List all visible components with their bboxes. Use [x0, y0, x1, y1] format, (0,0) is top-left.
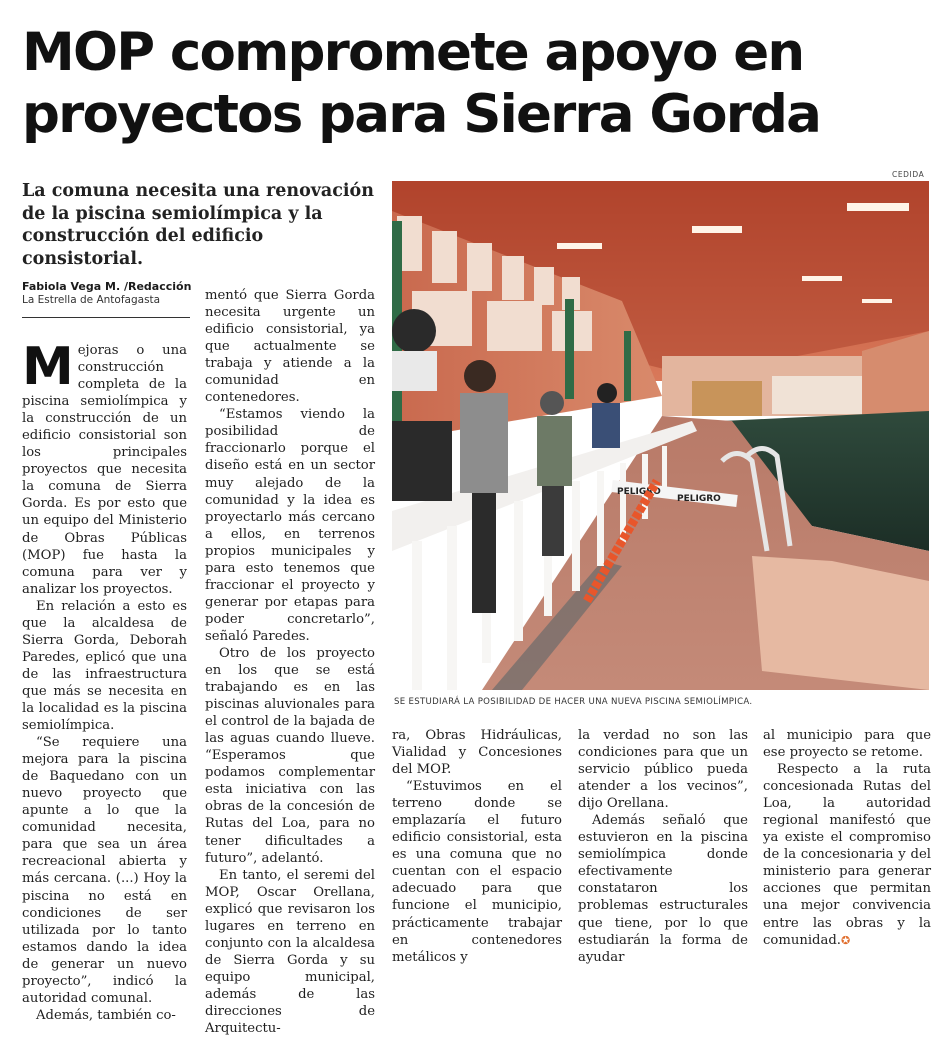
article-column-4	[578, 727, 748, 966]
headline-line-1: MOP compromete apoyo en	[22, 22, 804, 83]
drop-cap: M	[22, 337, 74, 397]
article-paragraph: Mejoras o una construcción completa de la piscina semiolímpica y la construcción de un edificio consistorial son los principales proyectos que necesita la comuna de Sierra Gorda. Es por esto que un equipo del Ministerio de Obras Públicas (MOP) fue hasta la comuna para ver y analizar los proyectos.	[22, 337, 187, 597]
danger-tape-text: PELIGRO	[617, 487, 661, 497]
subheadline: La comuna necesita una renovación de la piscina semiolímpica y la construcción del edificio consistorial.	[22, 181, 374, 269]
ceiling-light	[692, 226, 742, 233]
article-paragraph: Además señaló que estuvieron en la piscina semiolímpica donde efectivamente constataron los problemas estructurales que tiene, por lo que estudiarán la forma de ayudar	[578, 813, 748, 965]
article-paragraph: En tanto, el seremi del MOP, Oscar Orellana, explicó que revisaron los lugares en terreno en conjunto con la alcaldesa de Sierra Gorda y su equipo municipal, además de las direcciones de Arquitectu-	[205, 867, 375, 1037]
headline	[22, 22, 922, 146]
photo-credit: CEDIDA	[892, 170, 925, 179]
article-column-1	[22, 337, 187, 1024]
end-mark-icon: ✪	[840, 933, 851, 947]
byline	[22, 280, 192, 307]
danger-tape-text: PELIGRO	[677, 494, 721, 504]
article-paragraph: “Se requiere una mejora para la piscina de Baquedano con un nuevo proyecto que apunte a lo que la comunidad necesita, para que sea un área recreacional abierta y más cercana. (...) Hoy la piscina no está en condiciones de ser utilizada por lo tanto estamos dando la idea de generar un nuevo proyecto”, indicó la autoridad comunal.	[22, 735, 187, 1006]
article-column-2	[205, 287, 375, 1037]
byline-outlet: La Estrella de Antofagasta	[22, 294, 161, 306]
article-paragraph: “Estuvimos en el terreno donde se emplazaría el futuro edificio consistorial, esta es una comuna que no cuentan con el espacio adecuado para que funcione el municipio, prácticamente trabajar en contenedores metálicos y	[392, 779, 562, 965]
person-figure	[460, 360, 508, 613]
article-paragraph: En relación a esto es que la alcaldesa de Sierra Gorda, Deborah Paredes, eplicó que una de las infraestructura que más se necesita en la localidad es la piscina semiolímpica.	[22, 598, 187, 734]
article-paragraph: la verdad no son las condiciones para que un servicio público pueda atender a los vecinos”, dijo Orellana.	[578, 728, 748, 812]
ceiling-light	[847, 203, 909, 211]
article-paragraph: Además, también co-	[36, 1007, 176, 1023]
article-paragraph: mentó que Sierra Gorda necesita urgente un edificio consistorial, ya que actualmente se trabaja y atiende a la comunidad en contenedores.	[205, 288, 375, 406]
article-column-5	[763, 727, 931, 949]
article-paragraph: Otro de los proyecto en los que se está trabajando es en las piscinas aluvionales para el control de la bajada de las aguas cuando llueve. “Esperamos que podamos complementar esta iniciativa con las obras de la concesión de Rutas del Loa, para no tener dificultades a futuro”, adelantó.	[205, 645, 375, 866]
headline-line-2: proyectos para Sierra Gorda	[22, 84, 821, 145]
article-paragraph: Respecto a la ruta concesionada Rutas del Loa, la autoridad regional manifestó que ya existe el compromiso de la concesionaria y del ministerio para generar acciones que permitan una mejor convivencia entre las obras y la comunidad.✪	[763, 762, 931, 948]
article-column-3	[392, 727, 562, 966]
byline-author: Fabiola Vega M. /Redacción	[22, 280, 192, 293]
article-paragraph: al municipio para que ese proyecto se retome.	[763, 728, 931, 761]
ceiling-light	[862, 299, 892, 303]
ceiling-light	[802, 276, 842, 281]
photo-caption: SE ESTUDIARÁ LA POSIBILIDAD DE HACER UNA NUEVA PISCINA SEMIOLÍMPICA.	[394, 697, 753, 707]
byline-divider	[22, 317, 190, 318]
article-paragraph: “Estamos viendo la posibilidad de fraccionarlo porque el diseño está en un sector muy alejado de la comunidad y la idea es proyectarlo más cercano a ellos, en terrenos propios municipales y para esto tenemos que fraccionar el proyecto y generar por etapas para poder concretarlo”, señaló Paredes.	[205, 407, 375, 644]
pool-photo	[392, 181, 929, 690]
ceiling-light	[557, 243, 602, 249]
article-paragraph: ra, Obras Hidráulicas, Vialidad y Concesiones del MOP.	[392, 728, 562, 778]
